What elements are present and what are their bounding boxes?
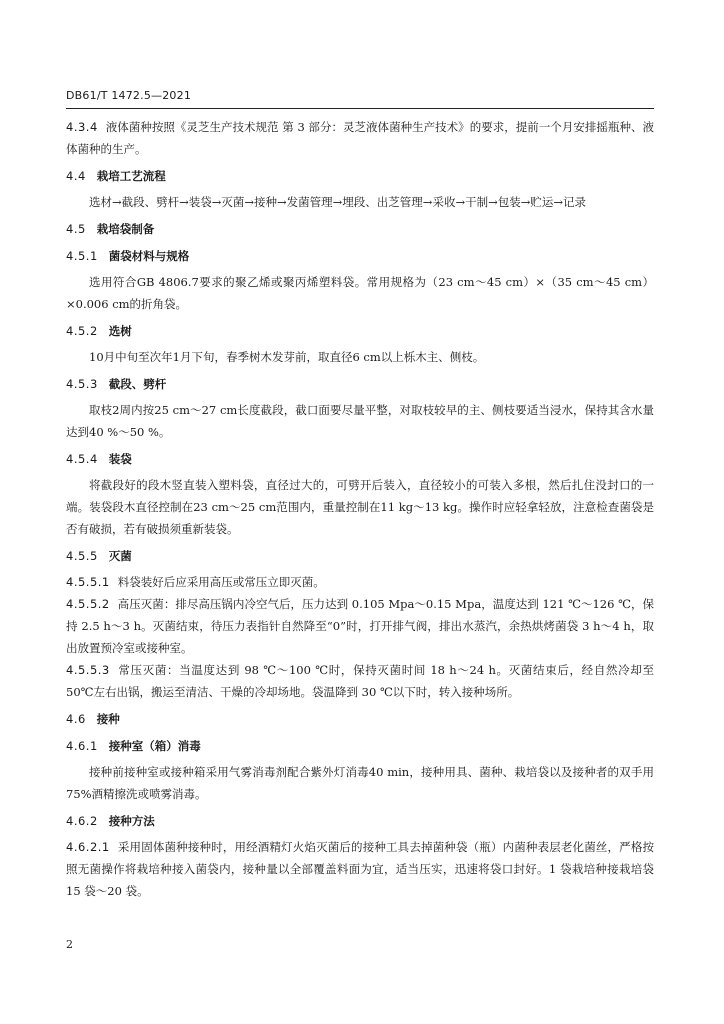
heading-4-6 [66,708,654,730]
heading-number: 4.5 [66,222,86,236]
heading-number: 4.5.4 [66,452,98,466]
clause-4-5-1-text: 选用符合GB 4806.7要求的聚乙烯或聚丙烯塑料袋。常用规格为（23 cm～45 cm）×（35 cm～45 cm）×0.006 cm的折角袋。 [66,275,654,311]
clause-text: 液体菌种按照《灵芝生产技术规范 第 3 部分：灵芝液体菌种生产技术》的要求，提前一个月安排摇瓶种、液体菌种的生产。 [66,120,654,156]
heading-4-6-2 [66,810,654,832]
heading-4-5-5 [66,545,654,567]
heading-4-5-3 [66,373,654,395]
header-rule [66,108,654,109]
heading-number: 4.6 [66,712,86,726]
heading-4-6-1 [66,735,654,757]
heading-4-5-4 [66,448,654,470]
heading-number: 4.5.2 [66,324,98,338]
standard-code-header: DB61/T 1472.5—2021 [66,89,192,102]
clause-4-5-2-text: 10月中旬至次年1月下旬，春季树木发芽前，取直径6 cm以上栎木主、侧枝。 [89,350,485,364]
heading-4-5-1 [66,245,654,267]
document-body [66,116,654,902]
heading-title: 截段、劈杆 [108,377,167,391]
clause-number: 4.3.4 [66,120,98,134]
clause-number: 4.5.5.3 [66,663,110,677]
clause-4-6-2-1 [66,836,654,902]
clause-4-3-4 [66,116,654,160]
heading-title: 栽培工艺流程 [96,169,166,183]
clause-4-5-4-text: 将截段好的段木竖直装入塑料袋，直径过大的，可劈开后装入，直径较小的可装入多根，然后扎住没封口的一端。装袋段木直径控制在23 cm～25 cm范围内，重量控制在11 kg～13 kg。操作时应轻拿轻放，注意检查菌袋是否有破损，若有破损须重新装袋。 [66,478,654,536]
clause-4-6-1-text: 接种前接种室或接种箱采用气雾消毒剂配合紫外灯消毒40 min，接种用具、菌种、栽培袋以及接种者的双手用75%酒精擦洗或喷雾消毒。 [66,765,654,801]
heading-4-5 [66,218,654,240]
clause-text: 常压灭菌：当温度达到 98 ℃～100 ℃时，保持灭菌时间 18 h～24 h。灭菌结束后，经自然冷却至 50℃左右出锅，搬运至清洁、干燥的冷却场地。袋温降到 30 ℃以下时，转入接种场所。 [66,663,654,699]
heading-title: 接种室（箱）消毒 [108,739,201,753]
heading-title: 菌袋材料与规格 [108,249,190,263]
heading-4-4 [66,165,654,187]
clause-text: 料袋装好后应采用高压或常压立即灭菌。 [117,575,325,589]
heading-number: 4.5.5 [66,549,98,563]
heading-title: 栽培袋制备 [96,222,155,236]
heading-number: 4.4 [66,169,86,183]
clause-4-5-3-text: 取枝2周内按25 cm～27 cm长度截段，截口面要尽量平整，对取枝较早的主、侧枝要适当浸水，保持其含水量达到40 %～50 %。 [66,403,654,439]
heading-number: 4.6.1 [66,739,98,753]
clause-text: 采用固体菌种接种时，用经酒精灯火焰灭菌后的接种工具去掉菌种袋（瓶）内菌种表层老化菌丝，严格按照无菌操作将栽培种接入菌袋内，接种量以全部覆盖料面为宜，适当压实，迅速将袋口封好。1 袋栽培种接栽培袋 15 袋～20 袋。 [66,840,654,898]
heading-number: 4.5.1 [66,249,98,263]
heading-title: 选树 [108,324,132,338]
heading-number: 4.5.3 [66,377,98,391]
heading-4-5-2 [66,320,654,342]
process-flow-text: 选材→截段、劈杆→装袋→灭菌→接种→发菌管理→埋段、出芝管理→采收→干制→包装→贮运→记录 [89,195,586,209]
clause-number: 4.6.2.1 [66,840,110,854]
heading-title: 接种方法 [108,814,155,828]
heading-title: 装袋 [108,452,132,466]
heading-title: 接种 [96,712,120,726]
clause-4-5-5-1 [66,571,654,593]
clause-number: 4.5.5.1 [66,575,110,589]
heading-number: 4.6.2 [66,814,98,828]
clause-4-5-5-3 [66,659,654,703]
clause-4-5-5-2 [66,593,654,659]
heading-title: 灭菌 [108,549,132,563]
clause-text: 高压灭菌：排尽高压锅内冷空气后，压力达到 0.105 Mpa～0.15 Mpa，温度达到 121 ℃～126 ℃，保持 2.5 h～3 h。灭菌结束，待压力表指针自然降至“0”时，打开排气阀，排出水蒸汽，余热烘烤菌袋 3 h～4 h，取出放置预冷室或接种室。 [66,597,654,655]
clause-number: 4.5.5.2 [66,597,110,611]
page-number: 2 [66,938,73,951]
